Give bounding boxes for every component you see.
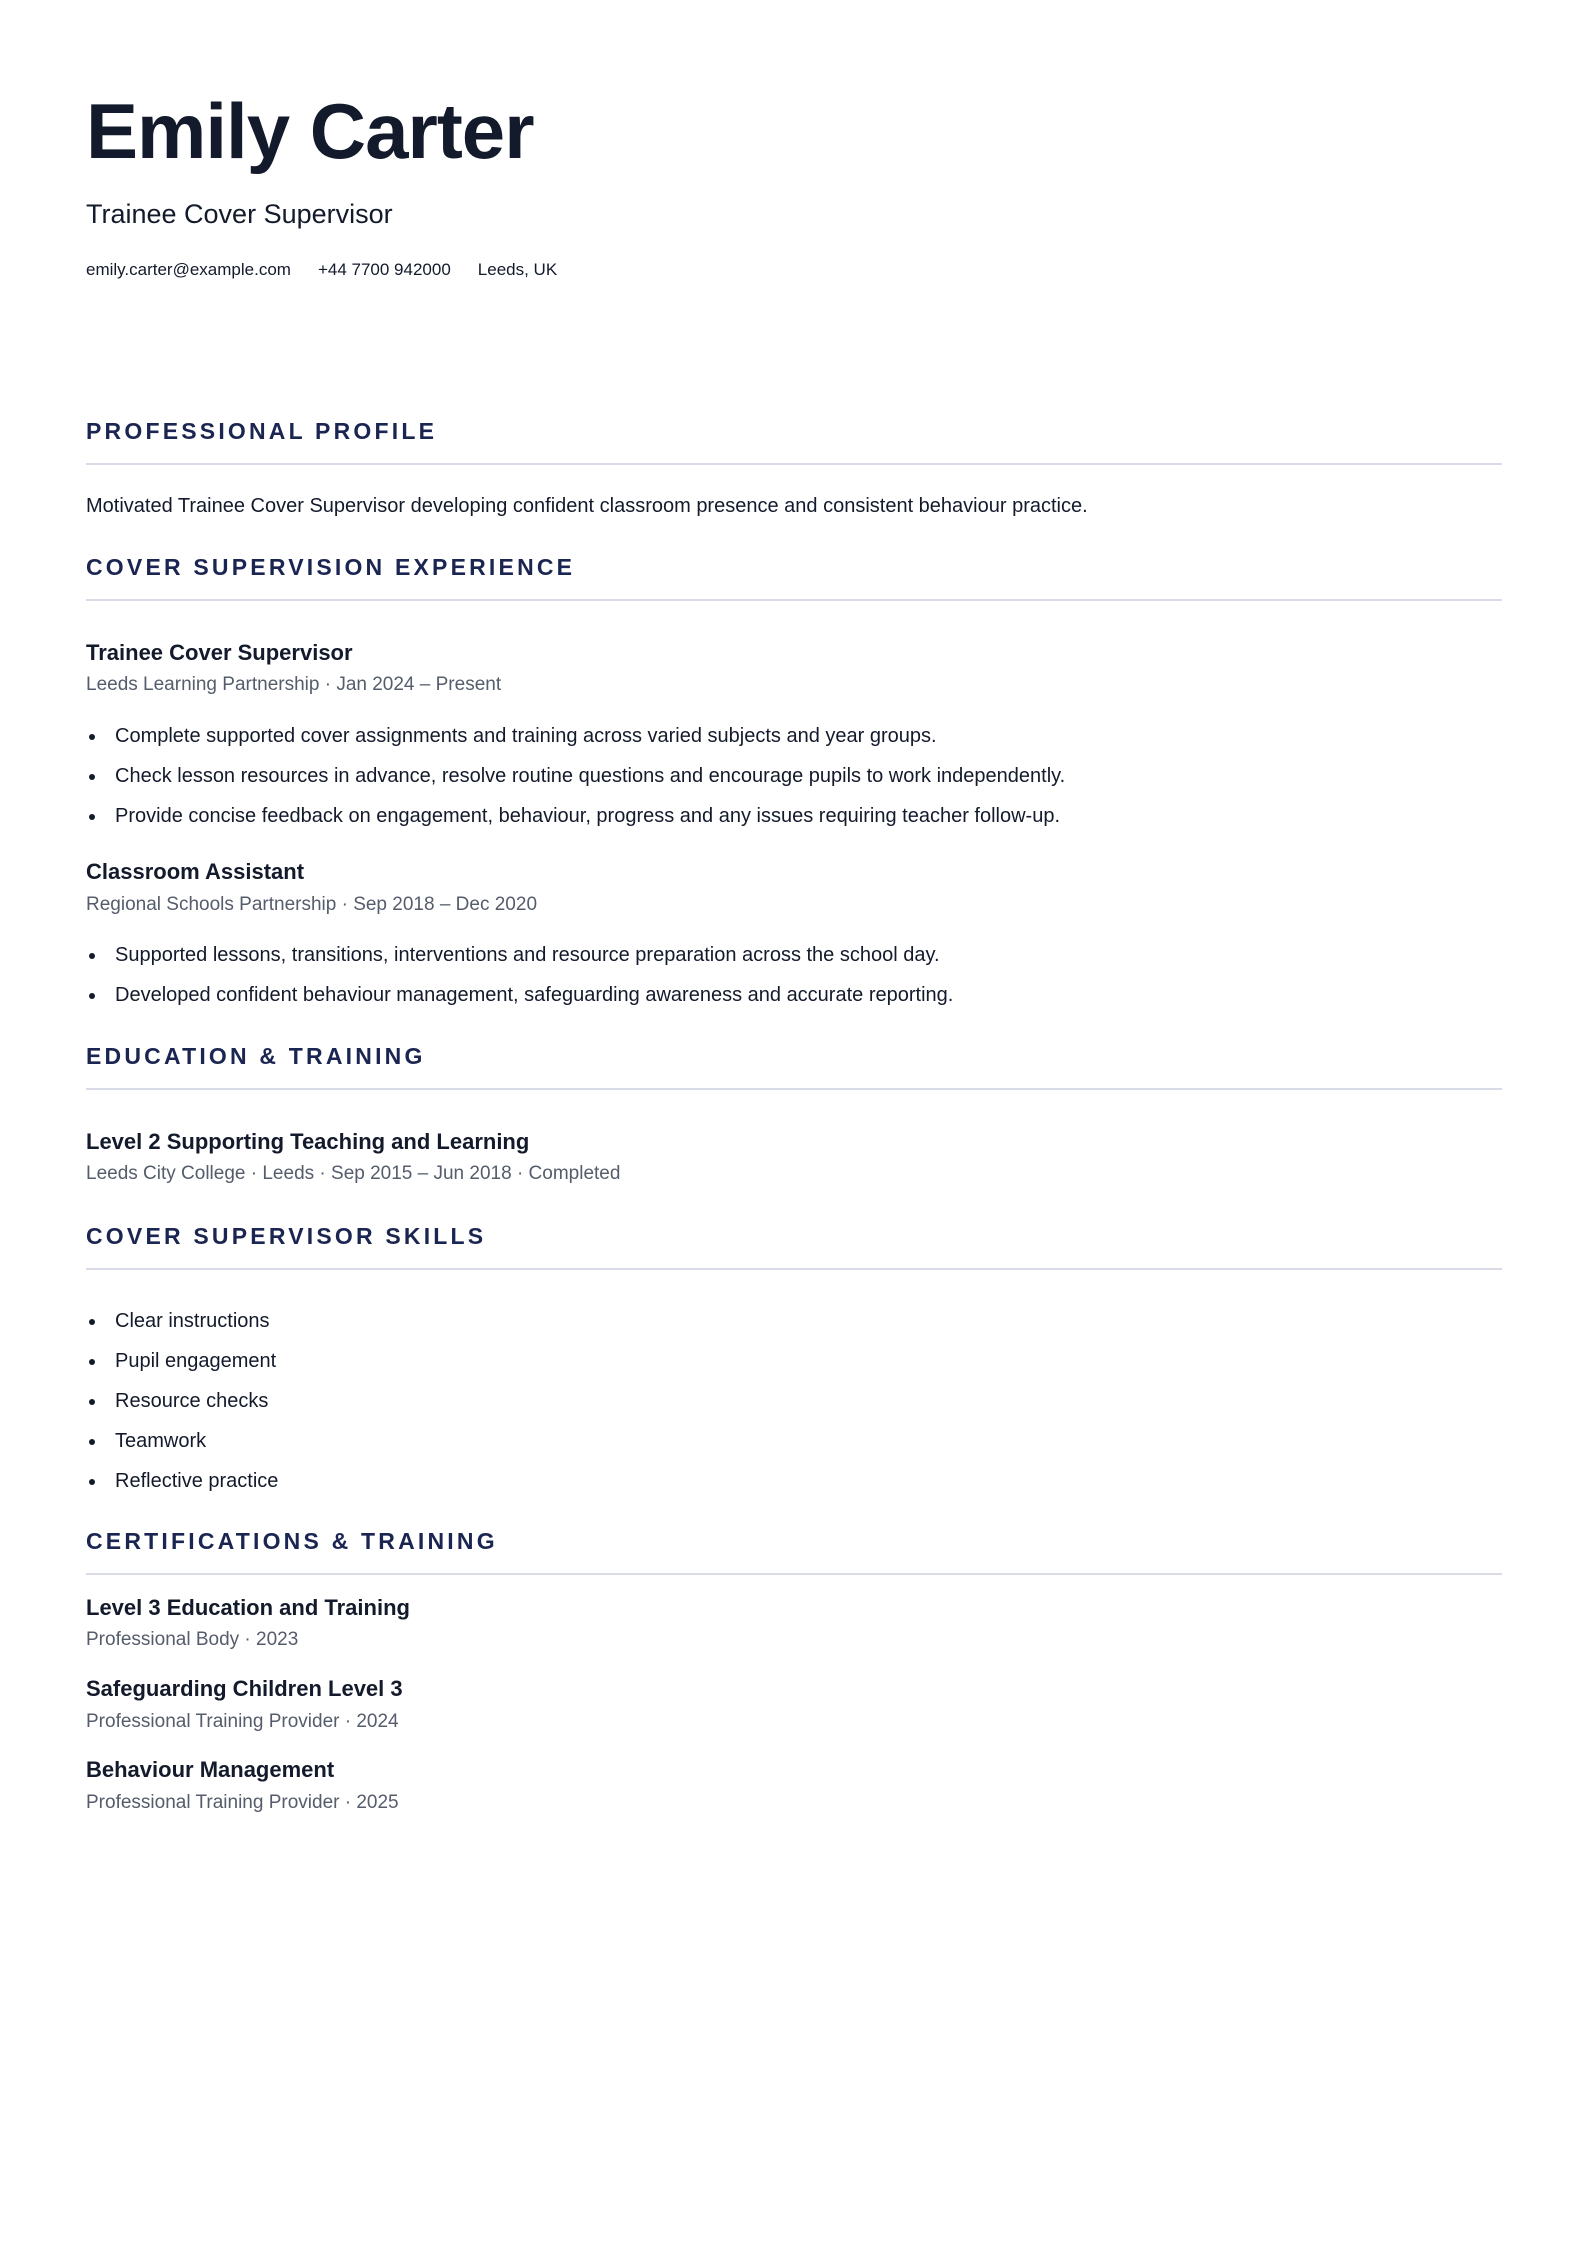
contact-email: emily.carter@example.com xyxy=(86,260,291,280)
section-experience xyxy=(86,556,1502,1007)
contact-location: Leeds, UK xyxy=(477,260,558,280)
skill-item: Resource checks xyxy=(86,1389,1502,1413)
section-title-experience: COVER SUPERVISION EXPERIENCE xyxy=(86,554,576,580)
certification-meta: Professional Body · 2023 xyxy=(86,1629,299,1651)
skill-item: Teamwork xyxy=(86,1429,1502,1453)
job-bullet: Supported lessons, transitions, interventions and resource preparation across the school day. xyxy=(86,943,1502,967)
certification-entry xyxy=(86,1676,1502,1733)
certification-title: Safeguarding Children Level 3 xyxy=(86,1676,403,1702)
section-education xyxy=(86,1045,1502,1186)
section-certifications xyxy=(86,1530,1502,1815)
section-divider xyxy=(86,1088,1502,1090)
section-title-certifications: CERTIFICATIONS & TRAINING xyxy=(86,1528,498,1554)
job-entry xyxy=(86,859,1502,1007)
job-entry xyxy=(86,640,1502,828)
section-divider xyxy=(86,599,1502,601)
certification-meta: Professional Training Provider · 2025 xyxy=(86,1791,399,1813)
job-title: Classroom Assistant xyxy=(86,859,305,885)
section-title-education: EDUCATION & TRAINING xyxy=(86,1043,426,1069)
contact-line xyxy=(86,260,1502,280)
job-meta: Leeds Learning Partnership · Jan 2024 – Present xyxy=(86,674,502,696)
job-bullet: Developed confident behaviour management, safeguarding awareness and accurate reporting. xyxy=(86,983,1502,1007)
education-meta: Leeds City College · Leeds · Sep 2015 – Jun 2018 · Completed xyxy=(86,1163,621,1185)
certification-entry xyxy=(86,1595,1502,1652)
job-bullets xyxy=(86,724,1502,828)
education-entry xyxy=(86,1129,1502,1186)
section-title-skills: COVER SUPERVISOR SKILLS xyxy=(86,1223,487,1249)
section-skills xyxy=(86,1225,1502,1493)
profile-summary: Motivated Trainee Cover Supervisor developing confident classroom presence and consistent behaviour practice. xyxy=(86,495,1088,517)
certification-meta: Professional Training Provider · 2024 xyxy=(86,1710,399,1732)
skill-item: Clear instructions xyxy=(86,1309,1502,1333)
candidate-role: Trainee Cover Supervisor xyxy=(86,199,393,229)
certification-title: Behaviour Management xyxy=(86,1757,335,1783)
skills-list xyxy=(86,1309,1502,1493)
job-bullets xyxy=(86,943,1502,1007)
certification-entry xyxy=(86,1757,1502,1814)
skill-item: Reflective practice xyxy=(86,1469,1502,1493)
job-bullet: Complete supported cover assignments and training across varied subjects and year groups. xyxy=(86,724,1502,748)
section-divider xyxy=(86,1268,1502,1270)
education-title: Level 2 Supporting Teaching and Learning xyxy=(86,1129,530,1154)
section-profile xyxy=(86,420,1502,519)
contact-phone: +44 7700 942000 xyxy=(317,260,451,280)
section-divider xyxy=(86,1573,1502,1575)
certification-title: Level 3 Education and Training xyxy=(86,1595,410,1620)
candidate-name: Emily Carter xyxy=(86,87,534,175)
section-divider xyxy=(86,463,1502,465)
job-title: Trainee Cover Supervisor xyxy=(86,640,353,665)
section-title-profile: PROFESSIONAL PROFILE xyxy=(86,418,438,444)
job-bullet: Provide concise feedback on engagement, behaviour, progress and any issues requiring teacher follow-up. xyxy=(86,804,1502,828)
job-bullet: Check lesson resources in advance, resolve routine questions and encourage pupils to work independently. xyxy=(86,764,1502,788)
skill-item: Pupil engagement xyxy=(86,1349,1502,1373)
job-meta: Regional Schools Partnership · Sep 2018 – Dec 2020 xyxy=(86,893,538,915)
